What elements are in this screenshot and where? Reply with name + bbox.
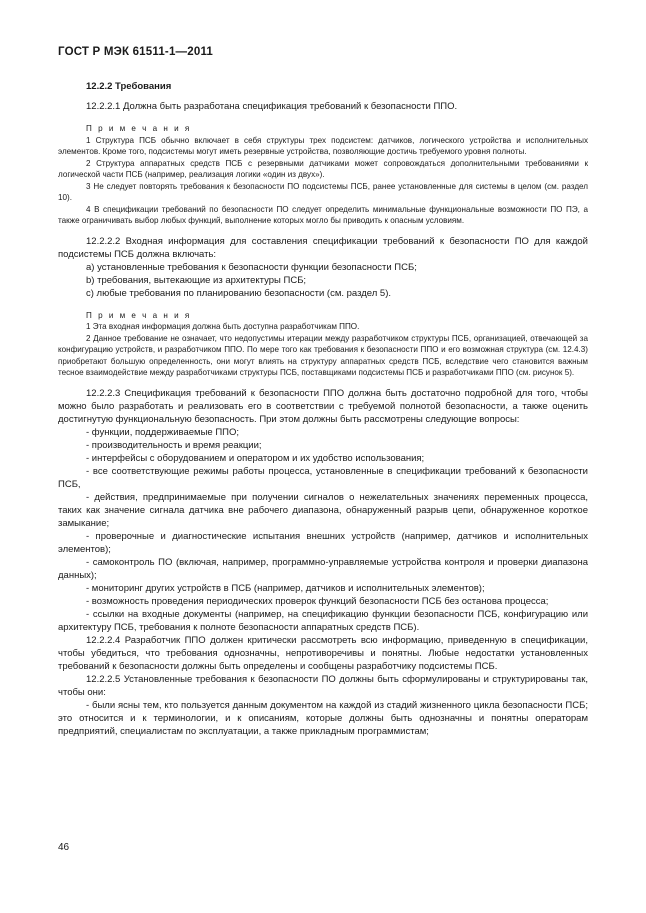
note-item: 1 Эта входная информация должна быть доступна разработчикам ППО. bbox=[86, 322, 360, 331]
document-body bbox=[58, 80, 588, 738]
list-item: - ссылки на входные документы (например, на спецификацию функции безопасности ПСБ, конфигурацию или архитектуру ПСБ, требования к полноте безопасности аппаратных средств ПСБ). bbox=[58, 608, 588, 633]
list-item: - проверочные и диагностические испытания внешних устройств (например, датчиков и исполнительных элементов); bbox=[58, 530, 588, 555]
note-item: 2 Данное требование не означает, что недопустимы итерации между разработчиком структуры ПСБ, организацией, отвечающей за конфигурацию устройств, и разработчиком ППО. По мере того как требования к безопасности ППО и его возможная структура (см. 12.4.3) приобретают большую определенность, они могут влиять на структуру аппаратных средств ПСБ, вследствие чего становится важным тесное взаимодействие между разработчиками структуры ПСБ, поставщиками подсистемы ПСБ и разработчиками ППО (см. рисунок 5). bbox=[58, 333, 588, 377]
note-item: 3 Не следует повторять требования к безопасности ПО подсистемы ПСБ, ранее установленные для системы в целом (см. раздел 10). bbox=[58, 181, 588, 202]
list-item: b) требования, вытекающие из архитектуры ПСБ; bbox=[86, 274, 307, 286]
paragraph-12-2-2-2: 12.2.2.2 Входная информация для составления спецификации требований к безопасности ПО для каждой подсистемы ПСБ должна включать: bbox=[58, 235, 588, 260]
list-item: - все соответствующие режимы работы процесса, установленные в спецификации требований к безопасности ПСБ, bbox=[58, 465, 588, 490]
list-item: - были ясны тем, кто пользуется данным документом на каждой из стадий жизненного цикла безопасности ПСБ; это относится и к терминологии, и к описаниям, которые должны быть однозначны и понятны операторам предприятий, специалистам по эксплуатации, а также прикладным программистам; bbox=[58, 699, 588, 737]
list-item: - производительность и время реакции; bbox=[86, 439, 262, 451]
note-item: 1 Структура ПСБ обычно включает в себя структуры трех подсистем: датчиков, логического устройства и исполнительных элементов. Кроме того, подсистемы могут иметь резервные устройства, позволяющие достичь требуемого уровня полноты. bbox=[58, 135, 588, 156]
list-item: c) любые требования по планированию безопасности (см. раздел 5). bbox=[86, 287, 392, 299]
page-number: 46 bbox=[58, 842, 70, 853]
paragraph-12-2-2-1: 12.2.2.1 Должна быть разработана спецификация требований к безопасности ППО. bbox=[86, 101, 458, 112]
note-item: 4 В спецификации требований по безопасности ПО следует определить минимальные функциональные возможности ПО ПЭ, а также ограничивать выбор любых функций, выполнение которых могло бы приводить к опасным условиям. bbox=[58, 204, 588, 225]
notes-heading: П р и м е ч а н и я bbox=[86, 124, 192, 133]
list-item: - мониторинг других устройств в ПСБ (например, датчиков и исполнительных элементов); bbox=[86, 582, 485, 594]
list-item: a) установленные требования к безопасности функции безопасности ПСБ; bbox=[86, 261, 417, 273]
list-item: - интерфейсы с оборудованием и оператором и их удобство использования; bbox=[86, 452, 425, 464]
section-title: 12.2.2 Требования bbox=[86, 81, 172, 92]
list-item: - функции, поддерживаемые ППО; bbox=[86, 426, 240, 438]
paragraph-12-2-2-4: 12.2.2.4 Разработчик ППО должен критически рассмотреть всю информацию, приведенную в спецификации, чтобы убедиться, что требования однозначны, непротиворечивы и понятны. Любые недостатки установленных требований к безопасности должны быть определены и сообщены разработчику подсистемы ПСБ. bbox=[58, 634, 588, 672]
notes-heading: П р и м е ч а н и я bbox=[86, 310, 192, 320]
list-item: - самоконтроль ПО (включая, например, программно-управляемые устройства контроля и проверки диапазона данных); bbox=[58, 556, 588, 581]
list-item: - действия, предпринимаемые при получении сигналов о нежелательных значениях переменных процесса, таких как значение сигнала датчика вне рабочего диапазона, обнаруженный разрыв цепи, обнаруженное короткое замыкание; bbox=[58, 491, 588, 529]
paragraph-12-2-2-3: 12.2.2.3 Спецификация требований к безопасности ППО должна быть достаточно подробной для того, чтобы можно было разработать и реализовать его в соответствии с требуемой полнотой безопасности, а также оценить достигнутую функциональную безопасность. При этом должны быть рассмотрены следующие вопросы: bbox=[58, 387, 588, 425]
paragraph-12-2-2-5: 12.2.2.5 Установленные требования к безопасности ПО должны быть сформулированы и структурированы так, чтобы они: bbox=[58, 673, 588, 698]
document-header: ГОСТ Р МЭК 61511-1—2011 bbox=[58, 46, 214, 58]
list-item: - возможность проведения периодических проверок функций безопасности ПСБ без останова процесса; bbox=[86, 595, 549, 607]
note-item: 2 Структура аппаратных средств ПСБ с резервными датчиками может сопровождаться дополнительными требованиями к логической части ПСБ (например, реализация логики «один из двух»). bbox=[58, 158, 588, 179]
